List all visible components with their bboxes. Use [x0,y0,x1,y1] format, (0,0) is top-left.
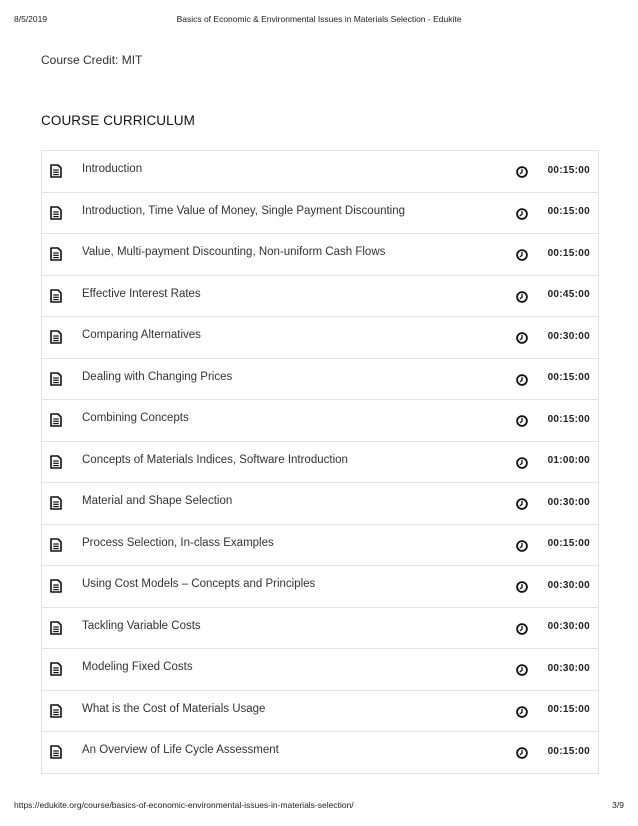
lesson-title[interactable]: Dealing with Changing Prices [82,370,233,383]
lesson-row[interactable] [42,732,598,774]
lesson-title[interactable]: Introduction, Time Value of Money, Single Payment Discounting [82,204,406,217]
document-icon [50,289,62,303]
lesson-row[interactable] [42,649,598,691]
clock-icon [516,290,528,302]
clock-icon [516,373,528,385]
lesson-duration: 00:30:00 [547,662,590,674]
lesson-row[interactable] [42,359,598,401]
lesson-row[interactable] [42,317,598,359]
lesson-title[interactable]: Effective Interest Rates [82,287,201,300]
lesson-title[interactable]: An Overview of Life Cycle Assessment [82,744,279,756]
lesson-duration: 00:15:00 [547,372,590,383]
lesson-duration: 01:00:00 [547,455,590,466]
lesson-duration: 00:15:00 [547,538,590,549]
lesson-row[interactable] [42,691,598,733]
document-icon [50,579,62,593]
lesson-row[interactable] [42,193,598,235]
document-icon [50,330,62,344]
lesson-title[interactable]: Introduction [82,163,143,175]
print-header [14,14,624,28]
print-url: https://edukite.org/course/basics-of-economic-environmental-issues-in-materials-selection/ [14,800,354,810]
clock-icon [516,539,528,551]
course-credit: Course Credit: MIT [41,53,143,67]
lesson-duration: 00:45:00 [547,289,590,300]
document-icon [50,164,62,178]
clock-icon [516,414,528,426]
clock-icon [516,705,528,717]
lesson-title[interactable]: Tackling Variable Costs [82,619,201,632]
clock-icon [516,207,528,219]
lesson-duration: 00:15:00 [547,704,590,715]
lesson-title[interactable]: Comparing Alternatives [82,329,201,341]
lesson-row[interactable] [42,234,598,276]
lesson-duration: 00:15:00 [547,745,590,757]
lesson-title[interactable]: Value, Multi-payment Discounting, Non-uniform Cash Flows [82,246,386,258]
document-icon [50,372,62,386]
document-icon [50,455,62,469]
clock-icon [516,456,528,468]
lesson-duration: 00:15:00 [547,206,590,217]
section-title: COURSE CURRICULUM [41,113,195,128]
document-icon [50,206,62,220]
lesson-row[interactable] [42,525,598,567]
document-icon [50,538,62,552]
lesson-title[interactable]: Modeling Fixed Costs [82,661,193,673]
lesson-row[interactable] [42,276,598,318]
lesson-duration: 00:15:00 [547,413,590,425]
lesson-duration: 00:30:00 [547,579,590,591]
lesson-duration: 00:15:00 [547,247,590,259]
print-date: 8/5/2019 [14,14,48,24]
lesson-title[interactable]: Concepts of Materials Indices, Software Introduction [82,453,348,466]
document-icon [50,247,62,261]
clock-icon [516,165,528,177]
lesson-duration: 00:30:00 [547,496,590,508]
clock-icon [516,746,528,758]
lesson-duration: 00:15:00 [547,164,590,176]
lesson-title[interactable]: Material and Shape Selection [82,495,233,507]
clock-icon [516,248,528,260]
clock-icon [516,331,528,343]
document-icon [50,745,62,759]
page-number: 3/9 [612,800,624,810]
document-icon [50,413,62,427]
clock-icon [516,580,528,592]
clock-icon [516,663,528,675]
lesson-row[interactable] [42,400,598,442]
lesson-row[interactable] [42,442,598,484]
lesson-row[interactable] [42,151,598,193]
clock-icon [516,497,528,509]
document-icon [50,704,62,718]
document-icon [50,662,62,676]
lesson-title[interactable]: Process Selection, In-class Examples [82,536,274,549]
curriculum-list [41,150,599,774]
lesson-row[interactable] [42,483,598,525]
document-icon [50,496,62,510]
lesson-duration: 00:30:00 [547,330,590,342]
lesson-duration: 00:30:00 [547,621,590,632]
print-footer [14,800,624,814]
lesson-row[interactable] [42,566,598,608]
print-title: Basics of Economic & Environmental Issues in Materials Selection - Edukite [176,14,462,24]
lesson-row[interactable] [42,608,598,650]
document-icon [50,621,62,635]
clock-icon [516,622,528,634]
lesson-title[interactable]: Using Cost Models – Concepts and Principles [82,578,316,590]
lesson-title[interactable]: What is the Cost of Materials Usage [82,702,266,715]
lesson-title[interactable]: Combining Concepts [82,412,189,424]
